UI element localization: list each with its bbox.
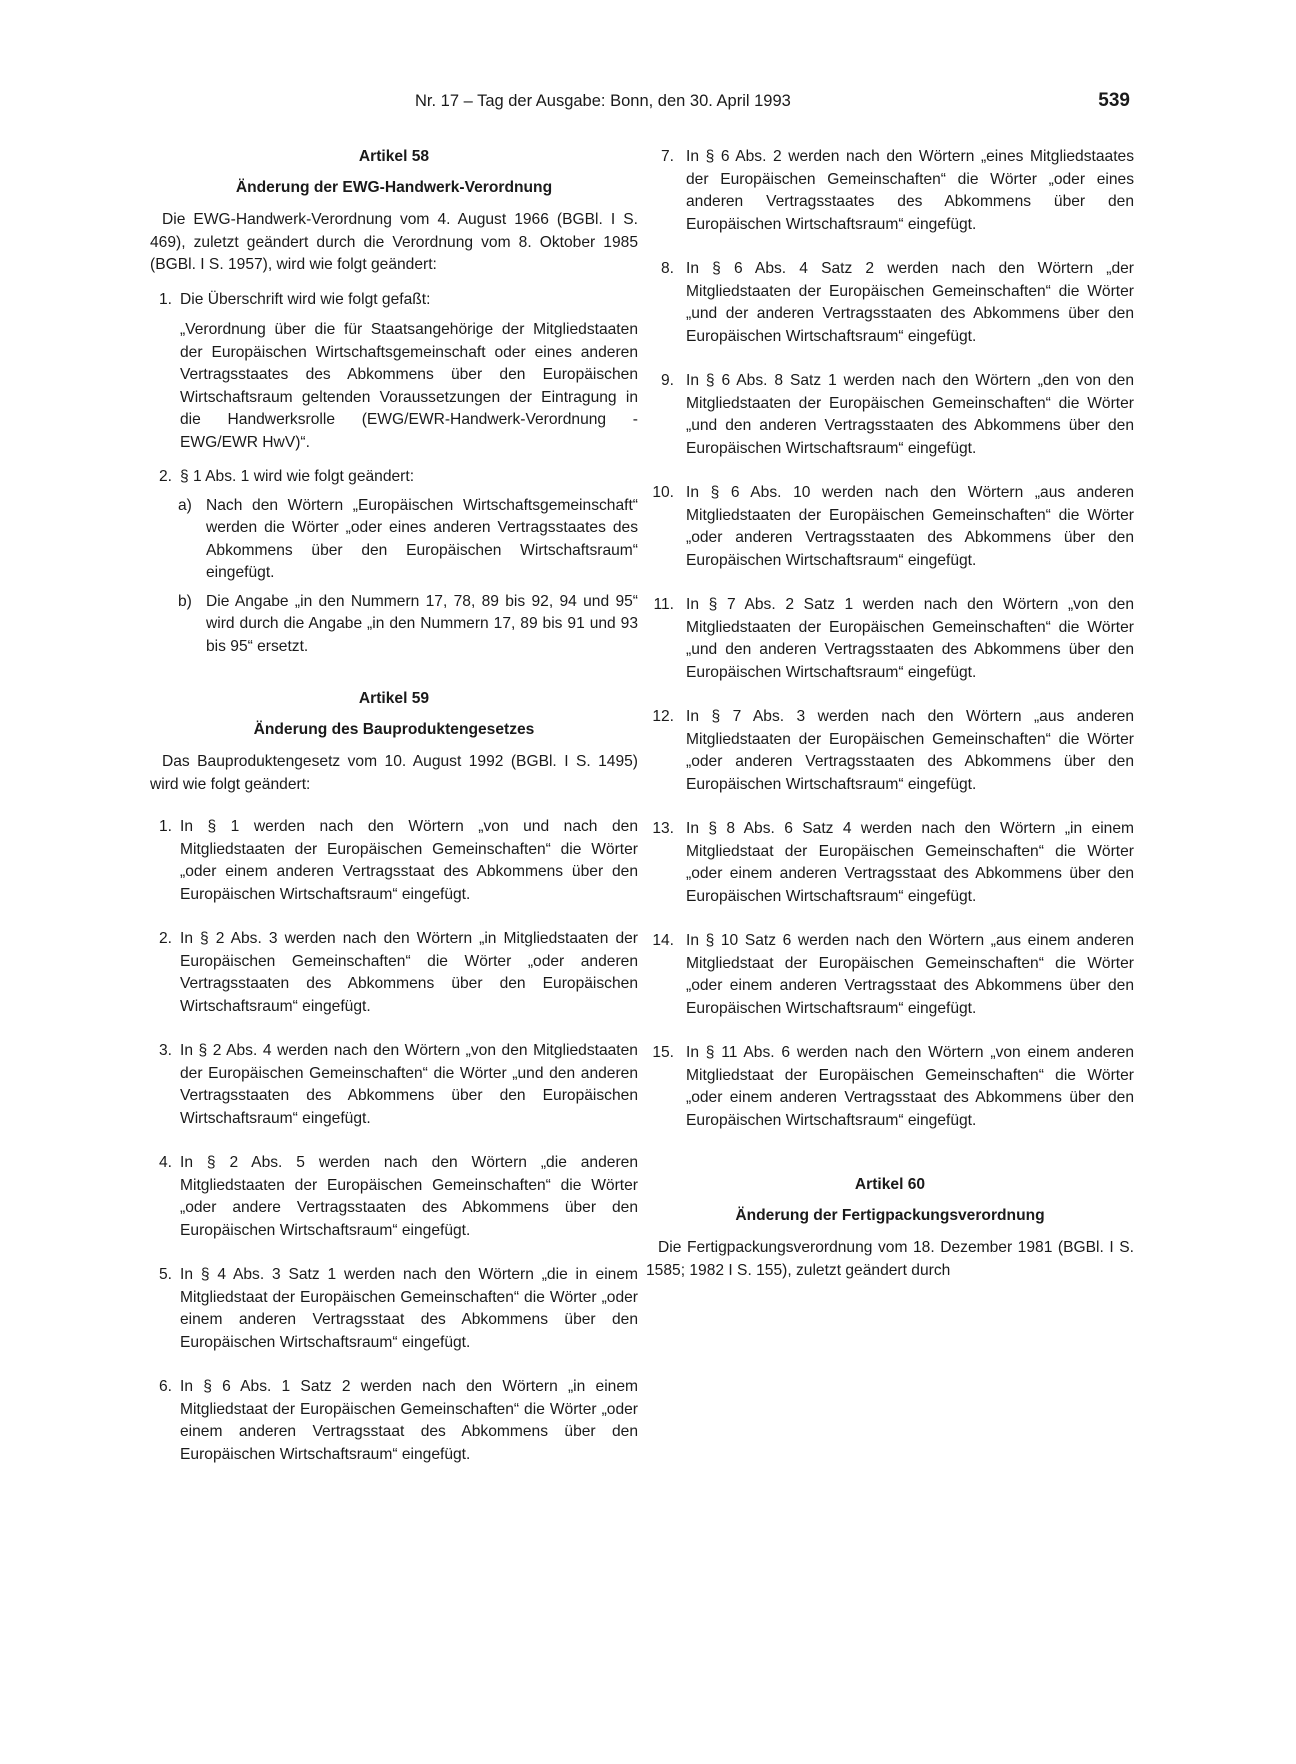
- page-number: 539: [1098, 90, 1130, 111]
- page-header: [150, 92, 1130, 118]
- list-item: [150, 1264, 638, 1354]
- list-item: [646, 930, 1134, 1020]
- item-text: In § 6 Abs. 10 werden nach den Wörtern „aus anderen Mitgliedstaaten der Europäischen Gemeinschaften“ die Wörter „oder anderen Vertragsstaaten des Abkommens über den Europäischen Wirtschaftsraum“ eingefügt.: [686, 484, 1134, 569]
- sub-item-text: Nach den Wörtern „Europäischen Wirtschaftsgemeinschaft“ werden die Wörter „oder eines anderen Vertragsstaates des Abkommens über den Europäischen Wirtschaftsraum“ eingefügt.: [206, 496, 638, 581]
- artikel-59-title: Änderung des Bauproduktengesetzes: [253, 720, 535, 738]
- item-text: In § 7 Abs. 3 werden nach den Wörtern „aus anderen Mitgliedstaaten der Europäischen Gemeinschaften“ die Wörter „oder anderen Vertragsstaaten des Abkommens über den Europäischen Wirtschaftsraum“ eingefügt.: [686, 708, 1134, 793]
- item-text: In § 10 Satz 6 werden nach den Wörtern „aus einem anderen Mitgliedstaat der Europäischen Gemeinschaften“ die Wörter „oder einem anderen Vertragsstaat des Abkommens über den Europäischen Wirtschaftsraum“ eingefügt.: [686, 932, 1134, 1017]
- list-item: [150, 928, 638, 1018]
- item-text: In § 2 Abs. 5 werden nach den Wörtern „die anderen Mitgliedstaaten der Europäischen Gemeinschaften“ die Wörter „oder andere Vertragsstaaten des Abkommens über den Europäischen Wirtschaftsraum“ eingefügt.: [180, 1154, 638, 1239]
- artikel-60-title: Änderung der Fertigpackungsverordnung: [735, 1206, 1045, 1224]
- item-number: 1.: [158, 818, 172, 835]
- item-number: 10.: [652, 484, 674, 501]
- list-item: [150, 289, 638, 312]
- item-text: In § 6 Abs. 8 Satz 1 werden nach den Wörtern „den von den Mitgliedstaaten der Europäischen Gemeinschaften“ die Wörter „und den anderen Vertragsstaaten des Abkommens über den Europäischen Wirtschaftsraum“ eingefügt.: [686, 372, 1134, 457]
- item-text: In § 2 Abs. 4 werden nach den Wörtern „von den Mitgliedstaaten der Europäischen Gemeinschaften“ die Wörter „und den anderen Vertragsstaaten des Abkommens über den Europäischen Wirtschaftsraum“ eingefügt.: [180, 1042, 638, 1127]
- list-item: [150, 1376, 638, 1466]
- item-text: In § 2 Abs. 3 werden nach den Wörtern „in Mitgliedstaaten der Europäischen Gemeinschaften“ die Wörter „oder anderen Vertragsstaaten des Abkommens über den Europäischen Wirtschaftsraum“ eingefügt.: [180, 930, 638, 1015]
- right-column: [646, 146, 1134, 1294]
- item-text: In § 11 Abs. 6 werden nach den Wörtern „von einem anderen Mitgliedstaat der Europäischen Gemeinschaften“ die Wörter „oder einem anderen Vertragsstaat des Abkommens über den Europäischen Wirtschaftsraum“ eingefügt.: [686, 1044, 1134, 1129]
- item-text: In § 6 Abs. 4 Satz 2 werden nach den Wörtern „der Mitgliedstaaten der Europäischen Gemeinschaften“ die Wörter „und der anderen Vertragsstaaten des Abkommens über den Europäischen Wirtschaftsraum“ eingefügt.: [686, 260, 1134, 345]
- sub-item: [150, 591, 638, 659]
- item-text: In § 4 Abs. 3 Satz 1 werden nach den Wörtern „die in einem Mitgliedstaat der Europäischen Gemeinschaften“ die Wörter „oder einem anderen Vertragsstaat des Abkommens über den Europäischen Wirtschaftsraum“ eingefügt.: [180, 1266, 638, 1351]
- item-number: 2.: [158, 930, 172, 947]
- item-text: In § 7 Abs. 2 Satz 1 werden nach den Wörtern „von den Mitgliedstaaten der Europäischen Gemeinschaften“ die Wörter „und den anderen Vertragsstaaten des Abkommens über den Europäischen Wirtschaftsraum“ eingefügt.: [686, 596, 1134, 681]
- item-text: In § 8 Abs. 6 Satz 4 werden nach den Wörtern „in einem Mitgliedstaat der Europäischen Gemeinschaften“ die Wörter „oder einem anderen Vertragsstaat des Abkommens über den Europäischen Wirtschaftsraum“ eingefügt.: [686, 820, 1134, 905]
- item-text: Die Überschrift wird wie folgt gefaßt:: [180, 290, 431, 308]
- sub-item-letter: a): [178, 496, 192, 514]
- artikel-58-title: Änderung der EWG-Handwerk-Verordnung: [235, 178, 553, 196]
- item-text: In § 1 werden nach den Wörtern „von und nach den Mitgliedstaaten der Europäischen Gemeinschaften“ die Wörter „oder einem anderen Vertragsstaat des Abkommens über den Europäischen Wirtschaftsraum“ eingefügt.: [180, 818, 638, 903]
- item-number: 2.: [158, 468, 172, 485]
- list-item: [646, 370, 1134, 460]
- left-column: [150, 146, 638, 1488]
- item-number: 12.: [652, 708, 674, 725]
- sub-item: [150, 495, 638, 585]
- item-number: 3.: [158, 1042, 172, 1059]
- item-number: 7.: [660, 148, 674, 165]
- header-text: Nr. 17 – Tag der Ausgabe: Bonn, den 30. April 1993: [415, 92, 791, 110]
- artikel-58-label: Artikel 58: [358, 148, 430, 165]
- list-item: [150, 466, 638, 489]
- item-number: 9.: [660, 372, 674, 389]
- item-number: 8.: [660, 260, 674, 277]
- item-text: In § 6 Abs. 1 Satz 2 werden nach den Wörtern „in einem Mitgliedstaat der Europäischen Gemeinschaften“ die Wörter „oder einem anderen Vertragsstaat des Abkommens über den Europäischen Wirtschaftsraum“ eingefügt.: [180, 1378, 638, 1463]
- sub-item-letter: b): [178, 592, 192, 610]
- item-number: 6.: [158, 1378, 172, 1395]
- list-item: [646, 146, 1134, 236]
- list-item: [646, 258, 1134, 348]
- artikel-59-label: Artikel 59: [358, 690, 430, 707]
- item-text: In § 6 Abs. 2 werden nach den Wörtern „eines Mitgliedstaates der Europäischen Gemeinschaften“ die Wörter „oder eines anderen Vertragsstaates des Abkommens über den Europäischen Wirtschaftsraum“ eingefügt.: [686, 148, 1134, 233]
- list-item: [646, 482, 1134, 572]
- item-number: 13.: [652, 820, 674, 837]
- artikel-58-intro: Die EWG-Handwerk-Verordnung vom 4. August 1966 (BGBl. I S. 469), zuletzt geändert durch die Verordnung vom 8. Oktober 1985 (BGBl. I S. 1957), wird wie folgt geändert:: [150, 211, 638, 273]
- list-item: [150, 1152, 638, 1242]
- list-item: [646, 594, 1134, 684]
- list-item: [646, 818, 1134, 908]
- artikel-59-intro: Das Bauproduktengesetz vom 10. August 1992 (BGBl. I S. 1495) wird wie folgt geändert:: [150, 753, 638, 793]
- artikel-60-label: Artikel 60: [854, 1176, 926, 1193]
- item-number: 15.: [652, 1044, 674, 1061]
- list-item: [150, 816, 638, 906]
- item-number: 1.: [158, 290, 172, 308]
- item-number: 14.: [652, 932, 674, 949]
- item-quote: „Verordnung über die für Staatsangehörige der Mitgliedstaaten der Europäischen Wirtschaftsgemeinschaft oder eines anderen Vertragsstaates des Abkommens über den Europäischen Wirtschaftsraum geltenden Voraussetzungen der Eintragung in die Handwerksrolle (EWG/EWR-Handwerk-Verordnung - EWG/EWR HwV)“.: [180, 321, 638, 451]
- sub-item-text: Die Angabe „in den Nummern 17, 78, 89 bis 92, 94 und 95“ wird durch die Angabe „in den Nummern 17, 89 bis 91 und 93 bis 95“ ersetzt.: [206, 592, 638, 655]
- list-item: [150, 1040, 638, 1130]
- item-number: 5.: [158, 1266, 172, 1283]
- item-text: § 1 Abs. 1 wird wie folgt geändert:: [180, 468, 415, 485]
- artikel-60-intro: Die Fertigpackungsverordnung vom 18. Dezember 1981 (BGBl. I S. 1585; 1982 I S. 155), zuletzt geändert durch: [646, 1239, 1134, 1279]
- list-item: [646, 706, 1134, 796]
- list-item: [646, 1042, 1134, 1132]
- item-number: 11.: [653, 596, 674, 613]
- item-number: 4.: [158, 1154, 172, 1171]
